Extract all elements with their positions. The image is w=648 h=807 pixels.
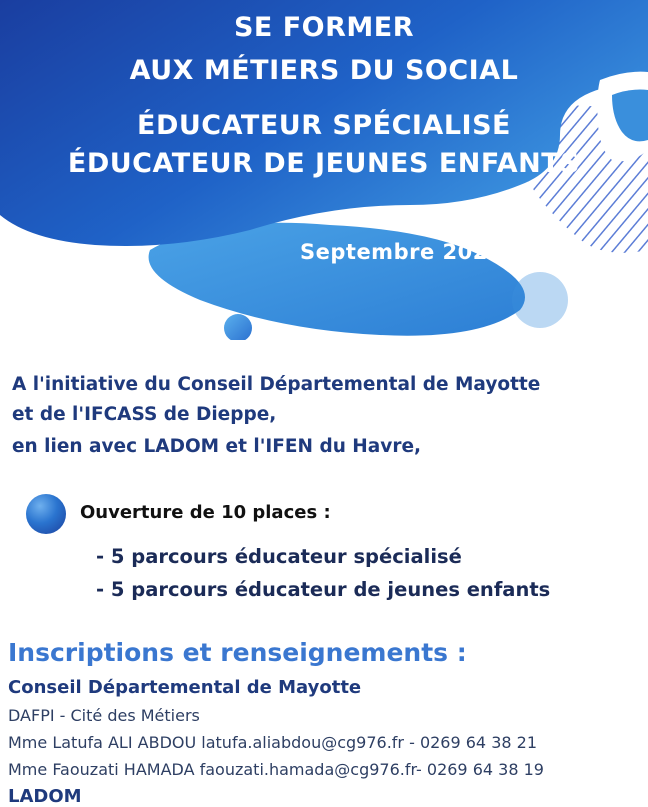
hero-title-line-1: SE FORMER (233, 12, 415, 43)
track-item: - 5 parcours éducateur de jeunes enfants (96, 578, 551, 601)
contact-line: Mme Latufa ALI ABDOU latufa.aliabdou@cg976.fr - 0269 64 38 21 (8, 733, 537, 752)
organization-name: Conseil Départemental de Mayotte (8, 677, 362, 698)
hero-title-line-2: AUX MÉTIERS DU SOCIAL (129, 55, 519, 86)
hero-subtitle-line-2: ÉDUCATEUR DE JEUNES ENFANTS (67, 148, 581, 179)
bullet-circle-icon (26, 494, 66, 534)
decor-ball-right (512, 272, 568, 328)
intro-line-1: A l'initiative du Conseil Départemental de Mayotte (12, 374, 541, 395)
inscriptions-title: Inscriptions et renseignements : (8, 638, 467, 667)
track-item: - 5 parcours éducateur spécialisé (96, 545, 462, 568)
contact-line: Mme Faouzati HAMADA faouzati.hamada@cg976.fr- 0269 64 38 19 (8, 760, 544, 779)
places-title: Ouverture de 10 places : (80, 502, 331, 523)
intro-line-2: et de l'IFCASS de Dieppe, (12, 404, 277, 425)
decor-ball-small (224, 314, 252, 340)
intro-line-3: en lien avec LADOM et l'IFEN du Havre, (12, 436, 422, 457)
organization-unit: DAFPI - Cité des Métiers (8, 706, 200, 725)
session-date: Septembre 2024 (300, 240, 503, 264)
organization-name: LADOM (8, 786, 82, 807)
hero-subtitle-line-1: ÉDUCATEUR SPÉCIALISÉ (137, 110, 511, 141)
